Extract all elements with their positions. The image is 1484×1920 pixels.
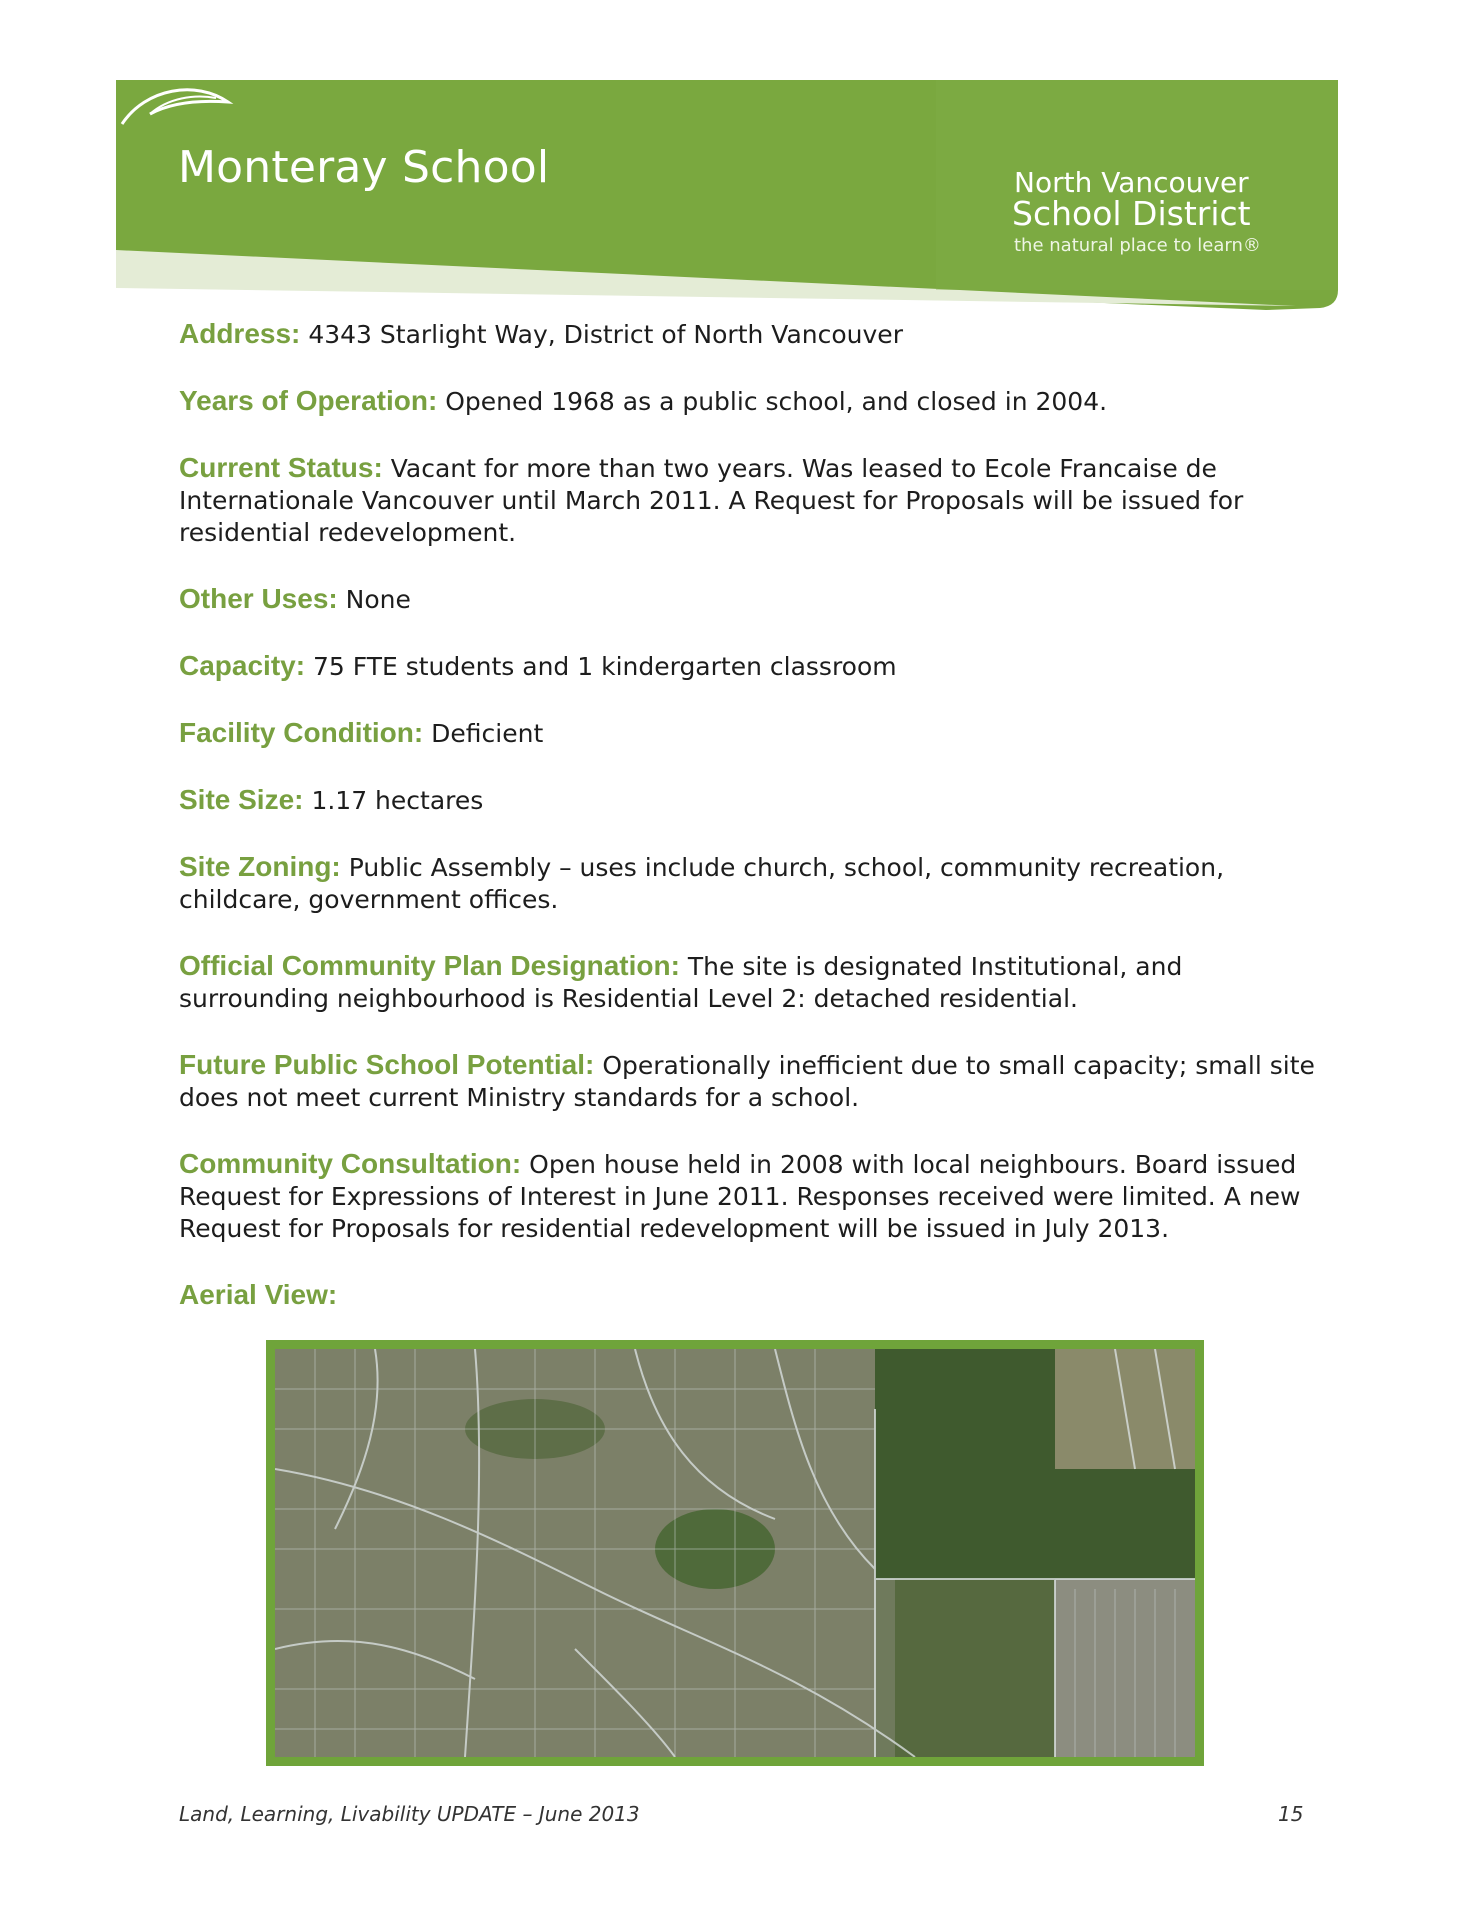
field-address	[179, 318, 1319, 351]
field-label: Facility Condition:	[179, 717, 424, 748]
field-site-size	[179, 784, 1319, 817]
field-site-zoning	[179, 851, 1319, 916]
field-ocp-designation	[179, 950, 1319, 1015]
logo-tagline: the natural place to learn®	[1014, 235, 1261, 256]
field-value: None	[345, 585, 411, 614]
page-number: 15	[1278, 1802, 1304, 1826]
field-future-school-potential	[179, 1049, 1319, 1114]
aerial-photo	[266, 1340, 1204, 1766]
header-banner	[116, 80, 1338, 310]
field-label: Official Community Plan Designation:	[179, 950, 680, 981]
field-value: The site is designated Institutional, and surrounding neighbourhood is Residential Level 2: detached residential.	[179, 952, 1183, 1013]
field-value: Public Assembly – uses include church, school, community recreation, childcare, government offices.	[179, 853, 1225, 914]
aerial-map-image	[275, 1349, 1195, 1757]
field-current-status	[179, 452, 1319, 549]
field-value: Open house held in 2008 with local neighbours. Board issued Request for Expressions of Interest in June 2011. Responses received were limited. A new Request for Proposals for residential redevelopment will be issued in July 2013.	[179, 1150, 1301, 1243]
field-label: Years of Operation:	[179, 385, 438, 416]
leaf-icon	[116, 80, 236, 130]
logo-line1: North Vancouver	[1014, 166, 1249, 199]
aerial-view-heading: Aerial View:	[179, 1279, 338, 1310]
field-capacity	[179, 650, 1319, 683]
field-facility-condition	[179, 717, 1319, 750]
field-value: 1.17 hectares	[311, 786, 484, 815]
field-value: Vacant for more than two years. Was leased to Ecole Francaise de Internationale Vancouver until March 2011. A Request for Proposals will be issued for residential redevelopment.	[179, 454, 1244, 547]
field-value: 75 FTE students and 1 kindergarten classroom	[313, 652, 897, 681]
field-years-of-operation	[179, 385, 1319, 418]
field-label: Capacity:	[179, 650, 306, 681]
field-value: Deficient	[431, 719, 544, 748]
field-other-uses	[179, 583, 1319, 616]
school-details	[179, 318, 1319, 1311]
field-label: Community Consultation:	[179, 1148, 522, 1179]
logo-line2: School District	[1012, 194, 1251, 233]
field-label: Site Size:	[179, 784, 304, 815]
field-community-consultation	[179, 1148, 1319, 1245]
field-label: Site Zoning:	[179, 851, 341, 882]
field-label: Future Public School Potential:	[179, 1049, 595, 1080]
field-label: Address:	[179, 318, 301, 349]
field-label: Other Uses:	[179, 583, 338, 614]
footer-publication: Land, Learning, Livability UPDATE – June 2013	[179, 1802, 640, 1826]
page-title: Monteray School	[178, 142, 550, 193]
field-value: Operationally inefficient due to small capacity; small site does not meet current Ministry standards for a school.	[179, 1051, 1315, 1112]
field-value: Opened 1968 as a public school, and closed in 2004.	[445, 387, 1108, 416]
field-value: 4343 Starlight Way, District of North Vancouver	[308, 320, 903, 349]
field-label: Current Status:	[179, 452, 383, 483]
